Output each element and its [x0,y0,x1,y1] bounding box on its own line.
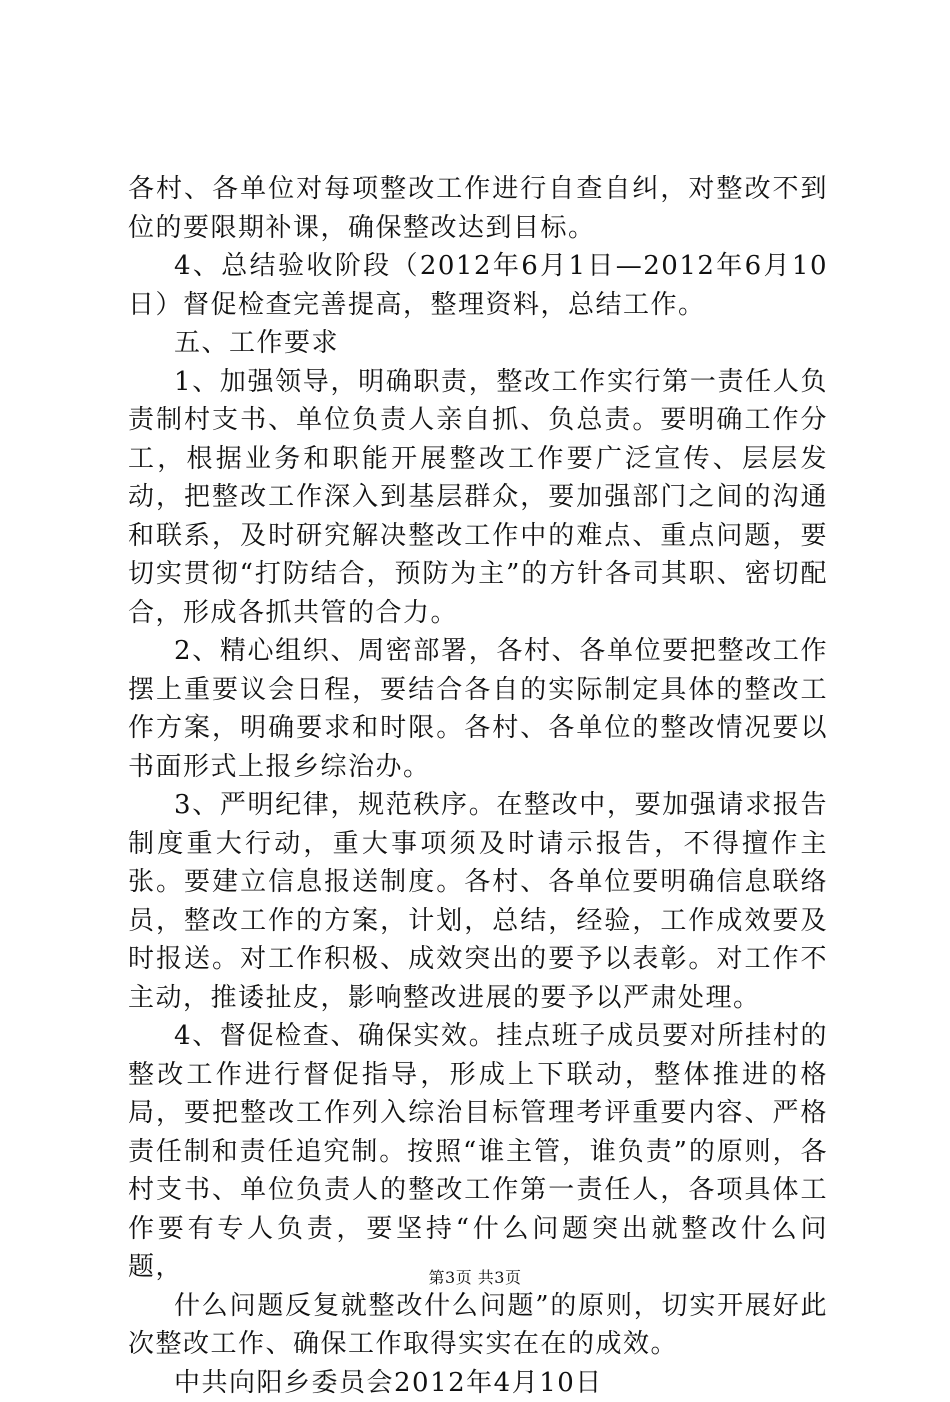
signature-line: 中共向阳乡委员会2012年4月10日 [128,1364,828,1402]
paragraph-stage-4-summary: 4、总结验收阶段（2012年6月1日—2012年6月10日）督促检查完善提高，整理资料，总结工作。 [128,247,828,324]
page-number-footer: 第3页 共3页 [0,1268,950,1288]
paragraph-requirement-1: 1、加强领导，明确职责，整改工作实行第一责任人负责制村支书、单位负责人亲自抓、负总责。要明确工作分工，根据业务和职能开展整改工作要广泛宣传、层层发动，把整改工作深入到基层群众，要加强部门之间的沟通和联系，及时研究解决整改工作中的难点、重点问题，要切实贯彻“打防结合，预防为主”的方针各司其职、密切配合，形成各抓共管的合力。 [128,363,828,633]
document-body [128,170,828,1402]
paragraph-requirement-4-continued: 什么问题反复就整改什么问题”的原则，切实开展好此次整改工作、确保工作取得实实在在的成效。 [128,1287,828,1364]
paragraph-requirement-4: 4、督促检查、确保实效。挂点班子成员要对所挂村的整改工作进行督促指导，形成上下联动，整体推进的格局，要把整改工作列入综治目标管理考评重要内容、严格责任制和责任追究制。按照“谁主管，谁负责”的原则，各村支书、单位负责人的整改工作第一责任人，各项具体工作要有专人负责，要坚持“什么问题突出就整改什么问题， [128,1017,828,1287]
paragraph-requirement-3: 3、严明纪律，规范秩序。在整改中，要加强请求报告制度重大行动，重大事项须及时请示报告，不得擅作主张。要建立信息报送制度。各村、各单位要明确信息联络员，整改工作的方案，计划，总结，经验，工作成效要及时报送。对工作积极、成效突出的要予以表彰。对工作不主动，推诿扯皮，影响整改进展的要予以严肃处理。 [128,786,828,1017]
section-heading-work-requirements: 五、工作要求 [128,324,828,363]
paragraph-continuation: 各村、各单位对每项整改工作进行自查自纠，对整改不到位的要限期补课，确保整改达到目标。 [128,170,828,247]
paragraph-requirement-2: 2、精心组织、周密部署，各村、各单位要把整改工作摆上重要议会日程，要结合各自的实际制定具体的整改工作方案，明确要求和时限。各村、各单位的整改情况要以书面形式上报乡综治办。 [128,632,828,786]
